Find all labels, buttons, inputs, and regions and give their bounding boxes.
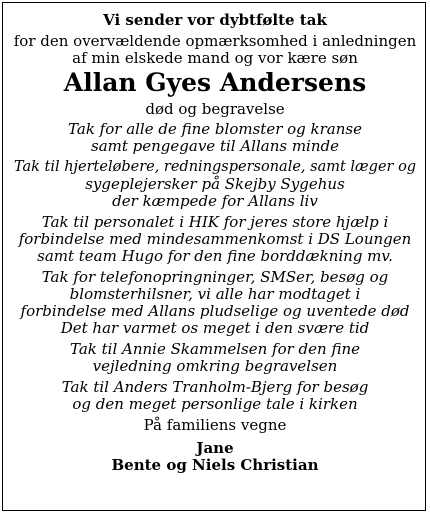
thanks-1-line-1: Tak for alle de fine blomster og kranse <box>68 120 362 138</box>
thanks-1-line-2: samt pengegave til Allans minde <box>91 137 339 155</box>
thanks-4-line-4: Det har varmet os meget i den svære tid <box>60 319 370 337</box>
thanks-6-line-1: Tak til Anders Tranholm-Bjerg for besøg <box>61 378 369 396</box>
thanks-6-line-2: og den meget personlige tale i kirken <box>72 395 358 413</box>
thanks-3-line-1: Tak til personalet i HIK for jeres store hjælp i <box>41 213 389 231</box>
thanks-2-line-3: der kæmpede for Allans liv <box>112 192 318 210</box>
deceased-name: Allan Gyes Andersens <box>63 68 367 97</box>
thanks-3-line-3: samt team Hugo for den fine borddækning mv. <box>37 247 393 265</box>
thanks-2-line-1: Tak til hjerteløbere, redningspersonale, samt læger og <box>13 159 417 175</box>
thanks-4-line-1: Tak for telefonopringninger, SMSer, besøg og <box>41 268 389 286</box>
signature-1: Jane <box>196 439 234 457</box>
signature-2: Bente og Niels Christian <box>111 456 319 474</box>
thanks-4-line-2: blomsterhilsner, vi alle har modtaget i <box>69 285 361 303</box>
thanks-2-line-2: sygeplejersker på Skejby Sygehus <box>85 175 345 193</box>
notice-heading: Vi sender vor dybtfølte tak <box>103 11 327 29</box>
thanks-5-line-2: vejledning omkring begravelsen <box>92 357 338 375</box>
intro-line-1: for den overvældende opmærksomhed i anledningen <box>13 32 417 50</box>
intro-line-2: af min elskede mand og vor kære søn <box>72 49 358 67</box>
closing-text: På familiens vegne <box>143 416 287 434</box>
thanks-3-line-2: forbindelse med mindesammenkomst i DS Loungen <box>18 230 412 248</box>
thanks-4-line-3: forbindelse med Allans pludselige og uventede død <box>20 302 410 320</box>
thanks-5-line-1: Tak til Annie Skammelsen for den fine <box>69 340 361 358</box>
occasion-text: død og begravelse <box>145 100 285 118</box>
